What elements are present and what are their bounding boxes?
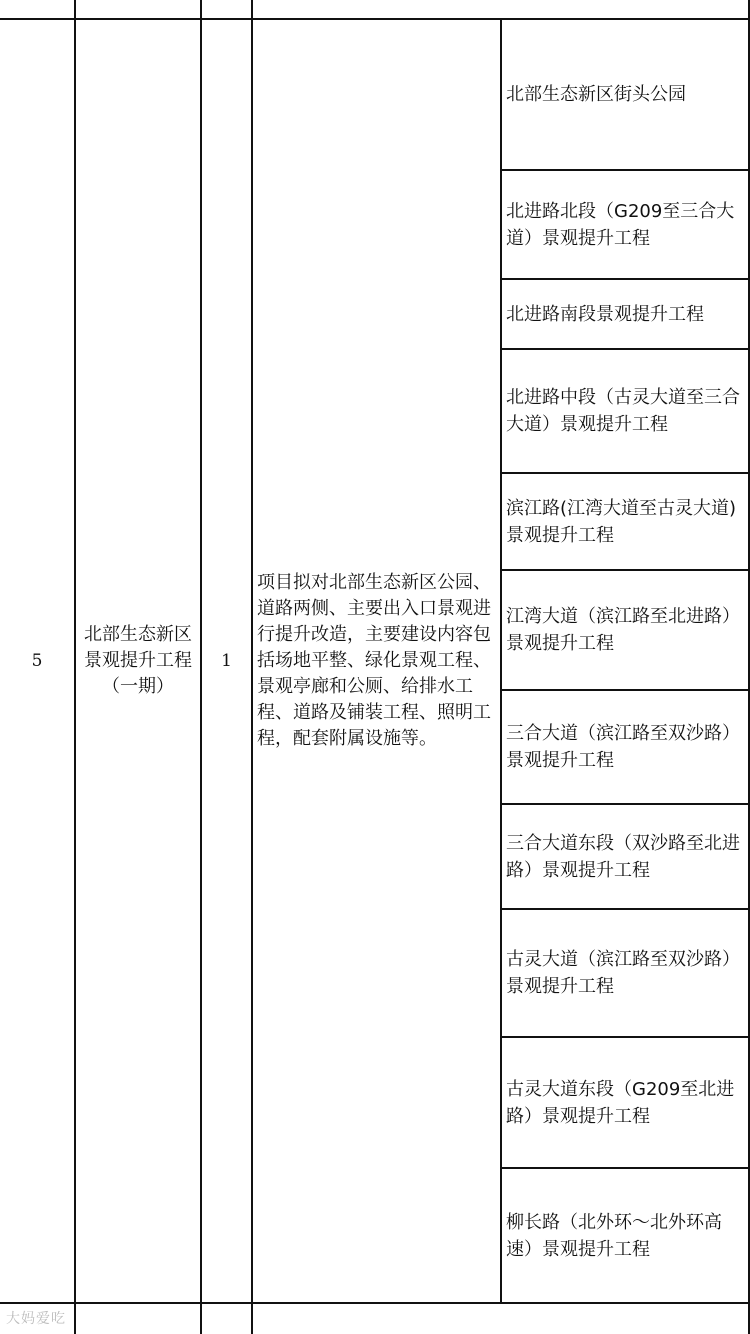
row-number-cell bbox=[0, 20, 74, 1302]
subproject-cell bbox=[502, 474, 750, 569]
subproject-cell bbox=[502, 350, 750, 472]
row-number: 5 bbox=[31, 651, 43, 671]
subproject-label: 北部生态新区街头公园 bbox=[506, 84, 686, 105]
subproject-label: 北进路北段（G209至三合大道）景观提升工程 bbox=[506, 200, 735, 249]
subproject-cell bbox=[502, 571, 750, 689]
subproject-label: 三合大道（滨江路至双沙路）景观提升工程 bbox=[506, 723, 740, 771]
subproject-label: 柳长路（北外环～北外环高速）景观提升工程 bbox=[506, 1211, 722, 1260]
quantity-cell bbox=[202, 20, 251, 1302]
subproject-cell bbox=[502, 1169, 750, 1302]
watermark-text: 大妈爱吃 bbox=[6, 1311, 66, 1327]
subproject-label: 古灵大道东段（G209至北进路）景观提升工程 bbox=[506, 1078, 735, 1127]
project-description: 项目拟对北部生态新区公园、道路两侧、主要出入口景观进行提升改造，主要建设内容包括场地平整、绿化景观工程、景观亭廊和公厕、给排水工程、道路及铺装工程、照明工程，配套附属设施等。 bbox=[257, 572, 491, 749]
quantity-value: 1 bbox=[221, 651, 232, 671]
project-name: 北部生态新区景观提升工程（一期） bbox=[84, 624, 192, 697]
subproject-cell bbox=[502, 805, 750, 908]
subproject-label: 三合大道东段（双沙路至北进路）景观提升工程 bbox=[506, 832, 740, 881]
table-border-bottom bbox=[0, 1302, 750, 1304]
subproject-label: 江湾大道（滨江路至北进路）景观提升工程 bbox=[506, 606, 740, 654]
subproject-cell bbox=[502, 280, 750, 348]
subproject-label: 北进路南段景观提升工程 bbox=[506, 303, 704, 325]
subproject-cell bbox=[502, 910, 750, 1036]
subproject-label: 古灵大道（滨江路至双沙路）景观提升工程 bbox=[506, 949, 740, 997]
subproject-cell bbox=[502, 691, 750, 803]
subproject-cell bbox=[502, 171, 750, 278]
project-name-cell bbox=[76, 20, 200, 1302]
subproject-label: 北进路中段（古灵大道至三合大道）景观提升工程 bbox=[506, 387, 740, 435]
description-cell bbox=[253, 20, 500, 1302]
subproject-cell bbox=[502, 1038, 750, 1167]
subproject-label: 滨江路(江湾大道至古灵大道)景观提升工程 bbox=[506, 497, 737, 546]
subproject-cell bbox=[502, 20, 750, 169]
